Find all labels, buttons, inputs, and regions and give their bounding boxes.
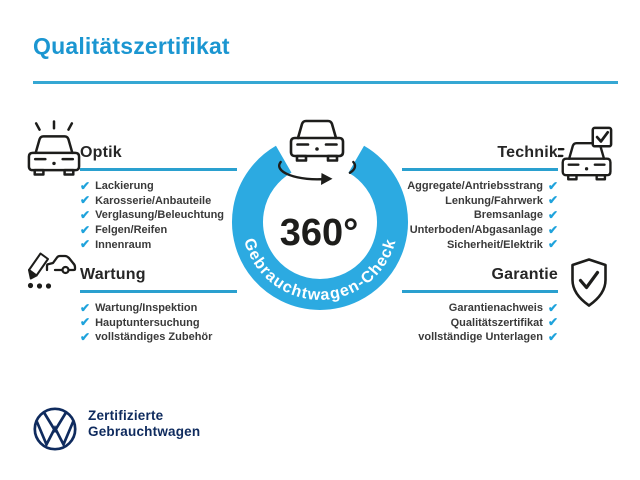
check-icon: ✔ bbox=[80, 222, 91, 237]
ring-label: Gebrauchtwagen-Check bbox=[240, 236, 400, 305]
check-icon: ✔ bbox=[547, 222, 558, 237]
check-item: ✔ Karosserie/Anbauteile bbox=[80, 193, 212, 208]
wartung-underline bbox=[80, 290, 237, 293]
footer-brand-text bbox=[88, 408, 200, 440]
car-checkbox-icon bbox=[558, 126, 614, 182]
check-icon: ✔ bbox=[80, 315, 91, 330]
car-360-rotation-icon bbox=[279, 121, 355, 185]
garantie-list bbox=[418, 301, 558, 345]
title-divider bbox=[33, 81, 618, 84]
section-heading-technik: Technik bbox=[497, 144, 558, 161]
check-item: Garantienachweis ✔ bbox=[448, 300, 558, 315]
section-heading-wartung: Wartung bbox=[80, 266, 146, 283]
check-icon: ✔ bbox=[80, 300, 91, 315]
check-item: Bremsanlage ✔ bbox=[473, 207, 558, 222]
check-item: ✔ Hauptuntersuchung bbox=[80, 315, 200, 330]
check-item: Qualitätszertifikat ✔ bbox=[450, 315, 558, 330]
check-item: ✔ Wartung/Inspektion bbox=[80, 300, 198, 315]
footer-line1: Zertifizierte bbox=[88, 408, 164, 423]
garantie-underline bbox=[402, 290, 558, 293]
check-item: ✔ Innenraum bbox=[80, 237, 152, 252]
check-item: ✔ Felgen/Reifen bbox=[80, 222, 168, 237]
footer-line2: Gebrauchtwagen bbox=[88, 424, 201, 439]
service-checklist-car-icon bbox=[24, 252, 78, 306]
check-icon: ✔ bbox=[80, 193, 91, 208]
wartung-list bbox=[80, 301, 212, 345]
section-heading-garantie: Garantie bbox=[491, 266, 558, 283]
gebrauchtwagen-check-ring bbox=[200, 95, 440, 330]
technik-list bbox=[407, 179, 558, 252]
check-icon: ✔ bbox=[547, 178, 558, 193]
check-item: Unterboden/Abgasanlage ✔ bbox=[409, 222, 558, 237]
shield-check-icon bbox=[567, 257, 611, 309]
check-item: vollständige Unterlagen ✔ bbox=[418, 329, 558, 344]
technik-underline bbox=[402, 168, 558, 171]
vw-logo bbox=[32, 406, 78, 452]
check-icon: ✔ bbox=[80, 178, 91, 193]
check-item: ✔ vollständiges Zubehör bbox=[80, 329, 213, 344]
check-icon: ✔ bbox=[547, 207, 558, 222]
check-icon: ✔ bbox=[547, 193, 558, 208]
check-item: Lenkung/Fahrwerk ✔ bbox=[445, 193, 558, 208]
degrees-label: 360° bbox=[279, 212, 359, 254]
check-item: ✔ Verglasung/Beleuchtung bbox=[80, 207, 225, 222]
check-item: ✔ Lackierung bbox=[80, 178, 154, 193]
check-item: Aggregate/Antriebsstrang ✔ bbox=[407, 178, 558, 193]
check-icon: ✔ bbox=[547, 300, 558, 315]
page-title: Qualitätszertifikat bbox=[33, 33, 230, 59]
check-icon: ✔ bbox=[547, 237, 558, 252]
optik-underline bbox=[80, 168, 237, 171]
check-icon: ✔ bbox=[547, 315, 558, 330]
check-icon: ✔ bbox=[80, 237, 91, 252]
optik-list bbox=[80, 179, 224, 252]
check-icon: ✔ bbox=[547, 329, 558, 344]
section-heading-optik: Optik bbox=[80, 144, 122, 161]
car-shine-icon bbox=[27, 120, 81, 176]
check-icon: ✔ bbox=[80, 207, 91, 222]
check-icon: ✔ bbox=[80, 329, 91, 344]
check-item: Sicherheit/Elektrik ✔ bbox=[446, 237, 558, 252]
